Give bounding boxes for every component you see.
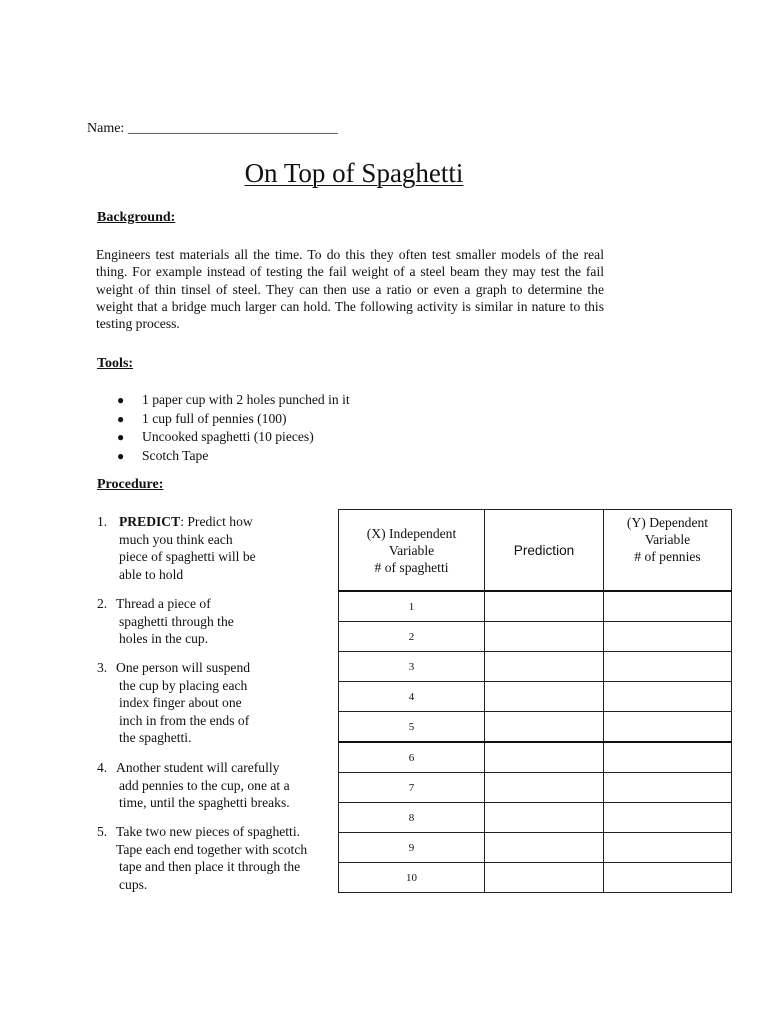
tools-list-item: ● 1 cup full of pennies (100) xyxy=(117,410,287,426)
spaghetti-count-cell: 6 xyxy=(339,742,485,773)
spaghetti-count-cell: 1 xyxy=(339,591,485,622)
pennies-cell[interactable] xyxy=(604,742,732,773)
prediction-cell[interactable] xyxy=(485,833,604,863)
table-row xyxy=(339,682,732,712)
bullet-icon: ● xyxy=(117,449,125,464)
pennies-cell[interactable] xyxy=(604,622,732,652)
bullet-icon: ● xyxy=(117,430,125,445)
tools-list xyxy=(117,391,350,466)
header-independent-variable: (X) Independent Variable # of spaghetti xyxy=(339,510,485,592)
header-dependent-variable: (Y) Dependent Variable # of pennies xyxy=(604,510,732,592)
pennies-cell[interactable] xyxy=(604,652,732,682)
table-row xyxy=(339,712,732,743)
header-prediction: Prediction xyxy=(485,510,604,592)
prediction-cell[interactable] xyxy=(485,682,604,712)
tools-heading: Tools: xyxy=(97,356,134,371)
procedure-step-5: 5. Take two new pieces of spaghetti. Tape each end together with scotch tape and then place it through the cups. xyxy=(97,824,308,892)
prediction-cell[interactable] xyxy=(485,863,604,893)
data-table xyxy=(338,509,732,893)
spaghetti-count-cell: 9 xyxy=(339,833,485,863)
background-paragraph: Engineers test materials all the time. To do this they often test smaller models of the real thing. For example instead of testing the fail weight of a steel beam they may test the fail weight of thin tinsel of steel. They can then use a ratio or even a graph to determine the weight that a bridge much larger can hold. The following activity is similar in nature to this testing process. xyxy=(96,247,604,332)
tools-list-item: ● Uncooked spaghetti (10 pieces) xyxy=(117,429,314,445)
pennies-cell[interactable] xyxy=(604,712,732,743)
table-row xyxy=(339,591,732,622)
spaghetti-count-cell: 10 xyxy=(339,863,485,893)
pennies-cell[interactable] xyxy=(604,773,732,803)
prediction-cell[interactable] xyxy=(485,803,604,833)
table-row xyxy=(339,803,732,833)
procedure-step-1: 1. PREDICT: Predict how much you think each piece of spaghetti will be able to hold xyxy=(97,514,256,582)
spaghetti-count-cell: 4 xyxy=(339,682,485,712)
prediction-cell[interactable] xyxy=(485,712,604,743)
spaghetti-count-cell: 7 xyxy=(339,773,485,803)
procedure-step-3: 3. One person will suspend the cup by placing each index finger about one inch in from the ends of the spaghetti. xyxy=(97,660,251,745)
prediction-cell[interactable] xyxy=(485,622,604,652)
bullet-icon: ● xyxy=(117,393,125,407)
spaghetti-count-cell: 8 xyxy=(339,803,485,833)
spaghetti-count-cell: 3 xyxy=(339,652,485,682)
table-header-row xyxy=(339,510,732,592)
procedure-step-4: 4. Another student will carefully add pennies to the cup, one at a time, until the spaghetti breaks. xyxy=(97,760,290,810)
prediction-cell[interactable] xyxy=(485,652,604,682)
prediction-cell[interactable] xyxy=(485,591,604,622)
bullet-icon: ● xyxy=(117,411,125,426)
table-row xyxy=(339,863,732,893)
procedure-heading: Procedure: xyxy=(97,477,164,492)
page-title: On Top of Spaghetti xyxy=(244,158,464,188)
spaghetti-count-cell: 5 xyxy=(339,712,485,743)
background-heading: Background: xyxy=(97,210,176,225)
pennies-cell[interactable] xyxy=(604,833,732,863)
pennies-cell[interactable] xyxy=(604,863,732,893)
pennies-cell[interactable] xyxy=(604,803,732,833)
table-row xyxy=(339,833,732,863)
pennies-cell[interactable] xyxy=(604,591,732,622)
spaghetti-count-cell: 2 xyxy=(339,622,485,652)
name-field-label: Name: ______________________________ xyxy=(87,121,338,136)
pennies-cell[interactable] xyxy=(604,682,732,712)
table-row xyxy=(339,742,732,773)
prediction-cell[interactable] xyxy=(485,773,604,803)
tools-list-item: ● Scotch Tape xyxy=(117,448,209,464)
procedure-step-2: 2. Thread a piece of spaghetti through the holes in the cup. xyxy=(97,596,234,646)
tools-list-item: ● 1 paper cup with 2 holes punched in it xyxy=(117,392,350,407)
table-row xyxy=(339,622,732,652)
prediction-cell[interactable] xyxy=(485,742,604,773)
table-row xyxy=(339,773,732,803)
table-row xyxy=(339,652,732,682)
